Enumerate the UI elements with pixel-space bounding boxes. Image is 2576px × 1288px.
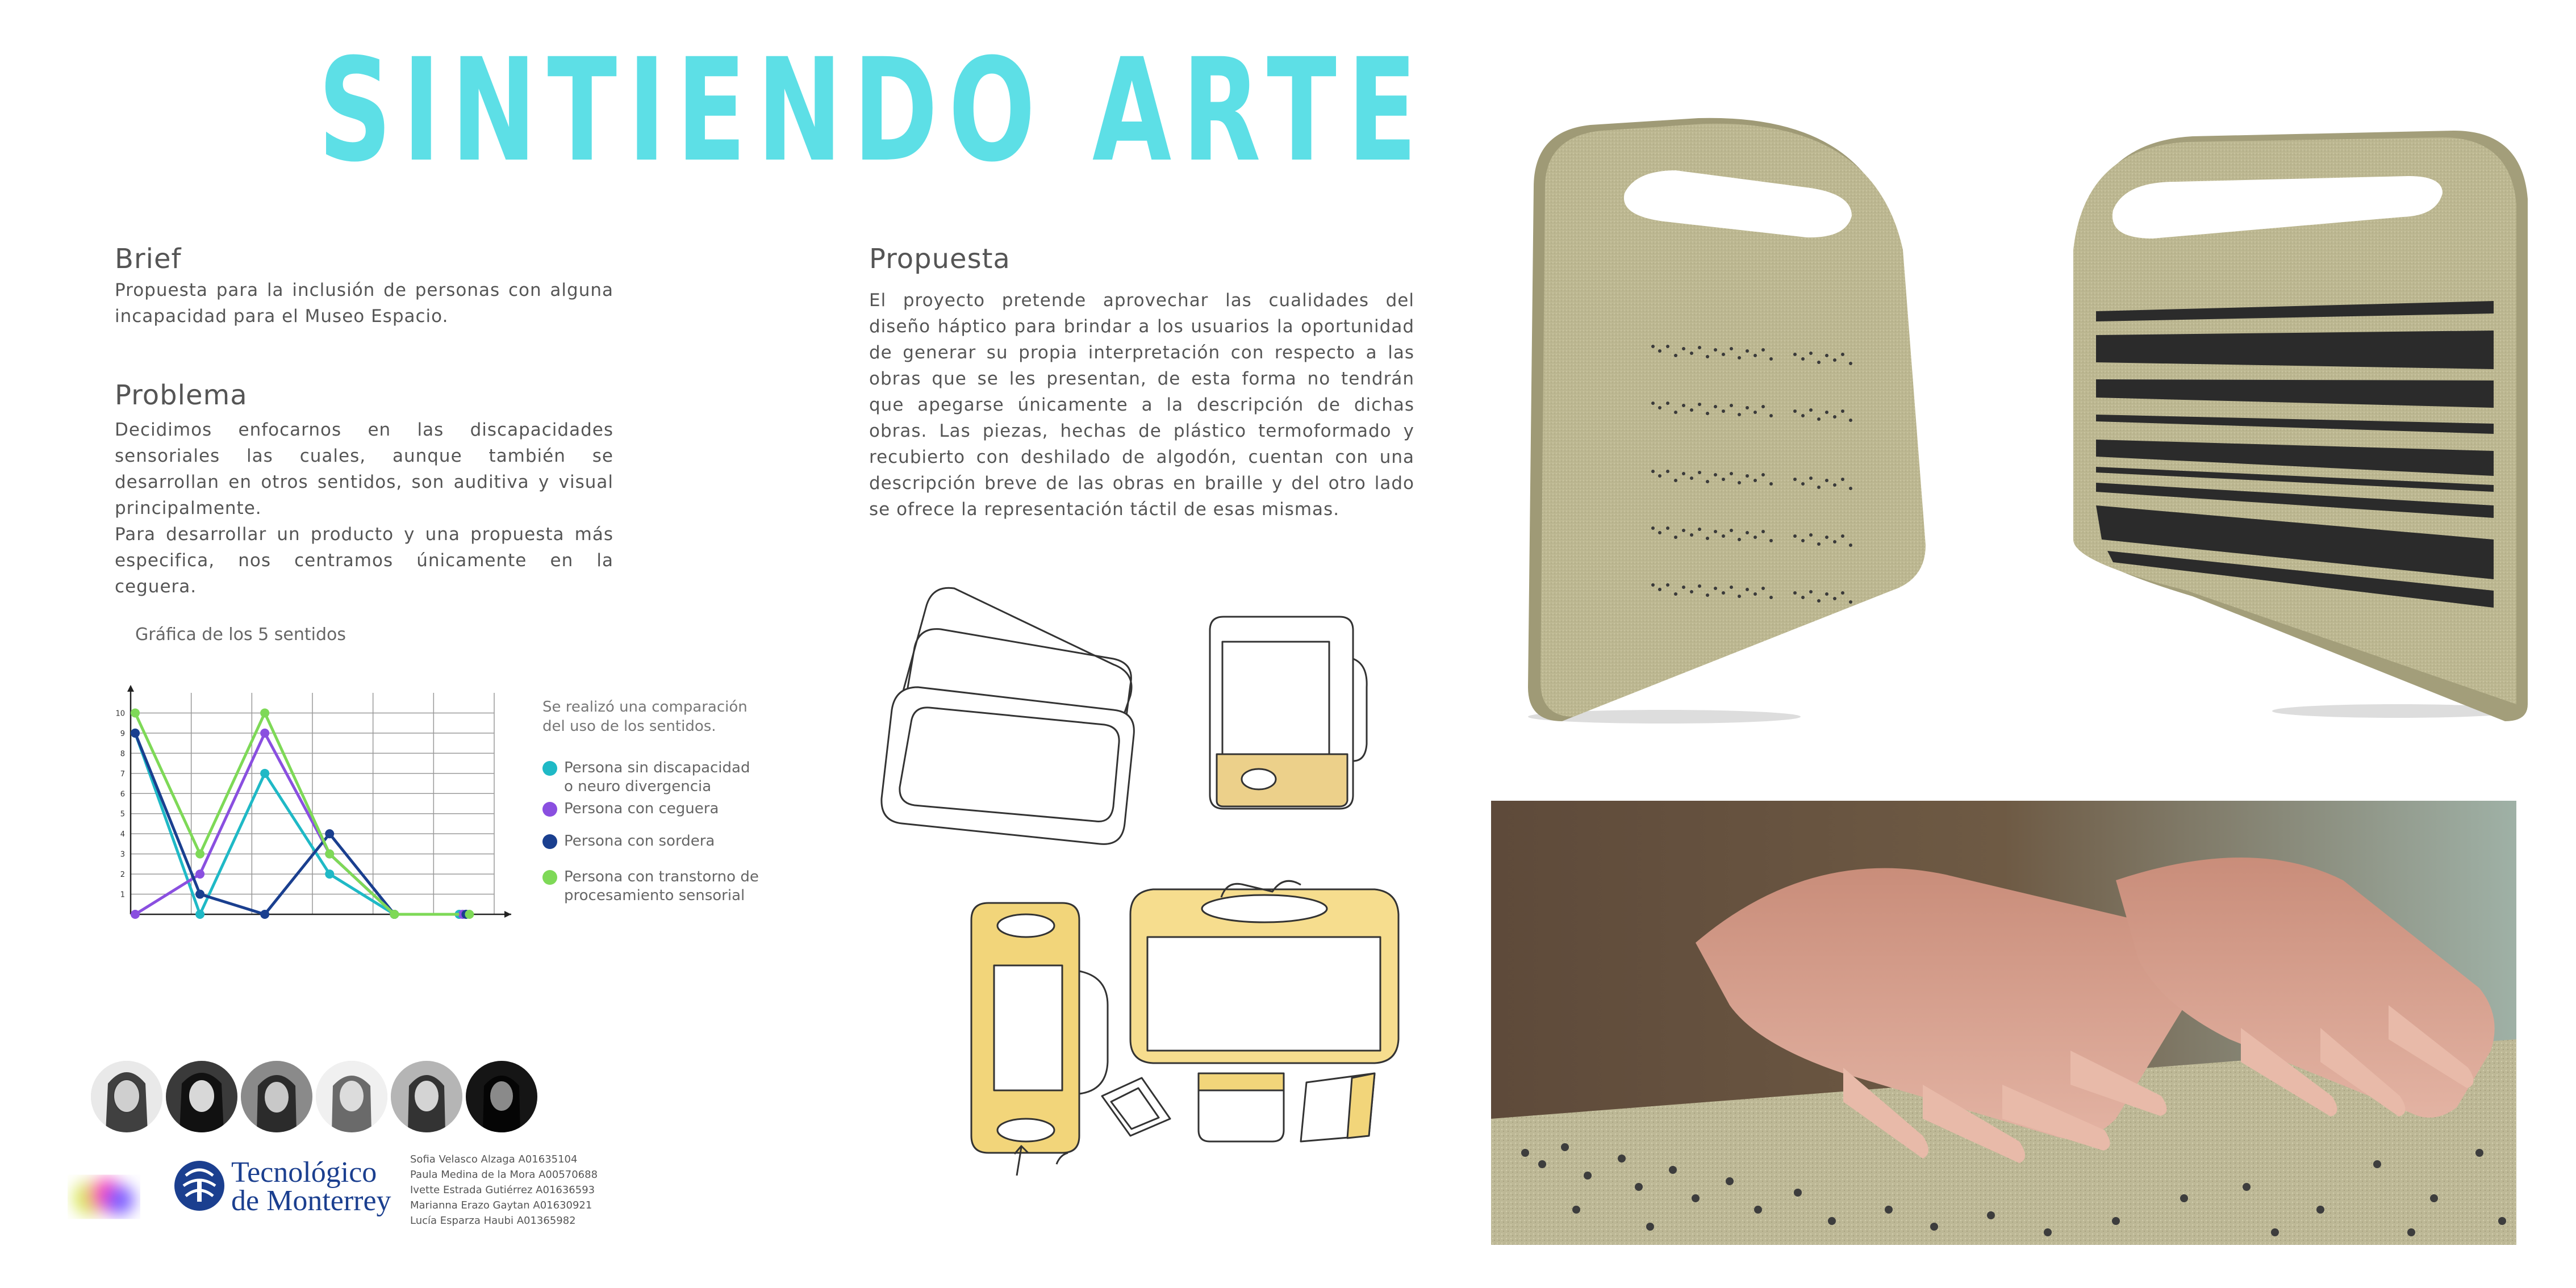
tec-logo-line-1: Tecnológico	[231, 1156, 377, 1189]
tec-shield-icon	[173, 1159, 226, 1215]
problema-heading: Problema	[115, 379, 248, 411]
problema-text	[115, 417, 613, 600]
avatar	[391, 1061, 462, 1132]
senses-line-chart	[114, 670, 534, 931]
brief-heading: Brief	[115, 243, 182, 275]
y-tick-label: 3	[120, 850, 125, 859]
data-point	[260, 708, 269, 717]
y-axis-arrow-icon	[127, 685, 134, 692]
legend-dot-icon	[542, 834, 557, 849]
felt-board-renders	[1511, 108, 2545, 744]
legend-item-ceguera	[542, 800, 759, 818]
problema-paragraph-1: Decidimos enfocarnos en las discapacidades sensoriales las cuales, aunque también se desarrollan en otros sentidos, son auditiva y visual principalmente.	[115, 420, 613, 518]
legend-item-sin-discapacidad	[542, 759, 759, 796]
chart-note-line-1: Se realizó una comparación	[542, 699, 748, 716]
page-title: SINTIENDO ARTE	[318, 28, 1428, 193]
legend-dot-icon	[542, 761, 557, 776]
colorful-blur-logo-icon	[60, 1167, 151, 1230]
avatar	[91, 1061, 162, 1132]
product-sketches	[875, 574, 1409, 1176]
team-avatars	[91, 1061, 537, 1132]
y-tick-label: 9	[120, 729, 125, 738]
data-point	[195, 869, 204, 879]
data-point	[131, 729, 140, 738]
y-tick-label: 1	[120, 890, 125, 900]
tec-logo	[173, 1156, 391, 1217]
avatar	[241, 1061, 312, 1132]
series-line	[135, 733, 459, 914]
legend-item-sordera	[542, 832, 759, 851]
data-point	[131, 910, 140, 919]
propuesta-heading: Propuesta	[869, 243, 1011, 275]
legend-item-procesamiento	[542, 868, 759, 905]
team-member: Sofia Velasco Alzaga A01635104	[410, 1153, 578, 1165]
problema-paragraph-2: Para desarrollar un producto y una propuesta más especifica, nos centramos únicamente en la ceguera.	[115, 524, 613, 597]
data-point	[465, 910, 474, 919]
y-tick-label: 4	[120, 830, 125, 839]
hands-reading-braille-photo	[1491, 801, 2516, 1245]
y-tick-label: 8	[120, 750, 125, 759]
x-axis-arrow-icon	[504, 911, 511, 918]
legend-label-line: Persona con sordera	[564, 833, 715, 850]
legend-dot-icon	[542, 870, 557, 885]
data-point	[195, 850, 204, 859]
avatar	[316, 1061, 387, 1132]
team-member: Ivette Estrada Gutiérrez A01636593	[410, 1184, 595, 1196]
y-tick-label: 2	[120, 871, 125, 880]
legend-label-line: Persona con ceguera	[564, 800, 719, 817]
legend-label	[564, 868, 759, 905]
chart-legend	[542, 697, 759, 905]
avatar	[466, 1061, 537, 1132]
data-point	[260, 769, 269, 778]
data-point	[325, 850, 334, 859]
chart-note-line-2: del uso de los sentidos.	[542, 718, 716, 735]
data-point	[390, 910, 399, 919]
tactile-stripe-board	[2073, 131, 2528, 721]
chart-note	[542, 697, 759, 736]
legend-dot-icon	[542, 802, 557, 817]
team-member: Marianna Erazo Gaytan A01630921	[410, 1199, 592, 1211]
tec-logo-line-2: de Monterrey	[231, 1185, 391, 1217]
legend-label	[564, 759, 750, 796]
legend-label-line: Persona sin discapacidad	[564, 759, 750, 776]
y-tick-label: 5	[120, 810, 125, 819]
team-names	[410, 1152, 598, 1228]
braille-board	[1528, 118, 1926, 724]
data-point	[260, 910, 269, 919]
data-point	[195, 890, 204, 899]
data-point	[195, 910, 204, 919]
legend-label-line: procesamiento sensorial	[564, 887, 745, 904]
team-member: Paula Medina de la Mora A00570688	[410, 1169, 598, 1181]
legend-label-line: o neuro divergencia	[564, 778, 712, 795]
propuesta-text: El proyecto pretende aprovechar las cualidades del diseño háptico para brindar a los usuarios la oportunidad de generar su propia interpretación con respecto a las obras que se les presentan, de esta forma no tendrán que apegarse únicamente a la descripción de dichas obras. Las piezas, hechas de plástico termoformado y recubierto con deshilado de algodón, cuentan con una descripción breve de las obras en braille y del otro lado se ofrece la representación táctil de esas mismas.	[869, 290, 1414, 520]
data-point	[325, 869, 334, 879]
brief-text: Propuesta para la inclusión de personas con alguna incapacidad para el Museo Espacio.	[115, 280, 613, 327]
data-point	[325, 829, 334, 838]
data-point	[260, 729, 269, 738]
team-member: Lucía Esparza Haubi A01365982	[410, 1215, 576, 1227]
chart-title: Gráfica de los 5 sentidos	[135, 625, 346, 645]
avatar	[166, 1061, 237, 1132]
data-point	[131, 708, 140, 717]
legend-label-line: Persona con transtorno de	[564, 868, 759, 885]
y-tick-label: 10	[115, 709, 125, 718]
y-tick-label: 6	[120, 790, 125, 799]
y-tick-label: 7	[120, 770, 125, 779]
